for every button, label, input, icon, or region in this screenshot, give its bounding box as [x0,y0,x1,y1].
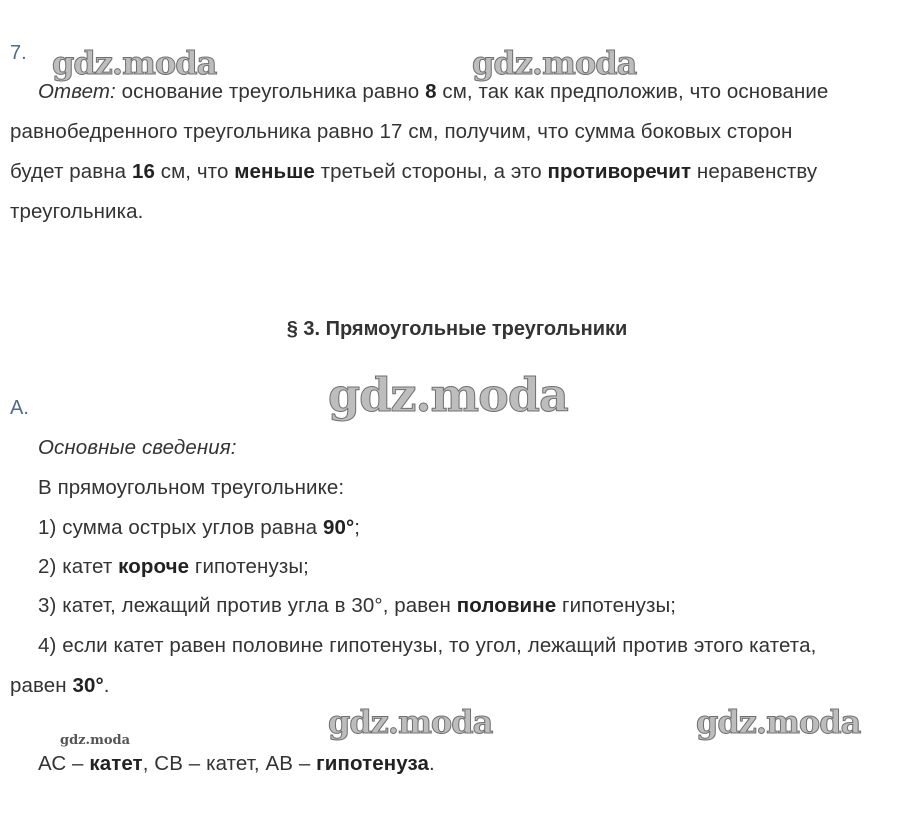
bold-span: меньше [234,160,315,183]
text-span: равен [10,674,73,697]
section-heading: § 3. Прямоугольные треугольники [286,318,628,340]
text-span: ; [354,516,361,539]
section-letter: А. [10,397,29,419]
watermark-bottom-center: gdz.moda [328,703,493,741]
text-span: АС – [38,752,90,775]
text-span: , СВ – катет, АВ – [142,752,317,775]
text-span: . [428,752,435,775]
bold-span: 16 [131,160,155,183]
watermark-bottom-right: gdz.moda [696,703,861,741]
answer-line-2: равнобедренного треугольника равно 17 см, получим, что сумма боковых сторон [10,120,793,143]
text-span: неравенству [691,160,818,183]
basics-intro: В прямоугольном треугольнике: [38,476,345,499]
list-item-3 [38,594,676,618]
basics-label: Основные сведения: [38,436,237,459]
text-span: гипотенузы; [556,594,677,617]
text-span: третьей стороны, а это [314,160,548,183]
bold-span: короче [118,555,190,578]
text-span: . [103,674,110,697]
watermark-small: gdz.moda [60,733,131,748]
bold-span: катет [89,752,143,775]
text-span: см, так как предположив, что основание [436,80,829,103]
text-span: см, что [154,160,235,183]
text-span: 2) катет [38,555,119,578]
text-span: основание треугольника равно [115,80,426,103]
bold-span: 90° [322,516,355,539]
answer-label: Ответ: [38,80,116,103]
answer-line-4: треугольника. [10,200,144,223]
task-number: 7. [10,42,27,64]
answer-line-3 [10,160,817,184]
watermark-center-large: gdz.moda [328,368,568,422]
text-span: будет равна [10,160,132,183]
text-span: гипотенузы; [189,555,309,578]
bold-span: 8 [425,80,437,103]
list-item-4-continued [10,674,110,698]
list-item-1 [38,516,360,540]
sides-line [38,752,435,776]
answer-line-1 [38,80,828,104]
text-span: 1) сумма острых углов равна [38,516,323,539]
list-item-2 [38,555,309,579]
watermark-top-left: gdz.moda [52,44,217,82]
bold-span: половине [456,594,557,617]
list-item-4: 4) если катет равен половине гипотенузы, то угол, лежащий против этого катета, [38,634,817,657]
watermark-top-right: gdz.moda [472,44,637,82]
bold-span: противоречит [547,160,692,183]
bold-span: гипотенуза [316,752,429,775]
bold-span: 30° [72,674,104,697]
text-span: 3) катет, лежащий против угла в 30°, равен [38,594,457,617]
